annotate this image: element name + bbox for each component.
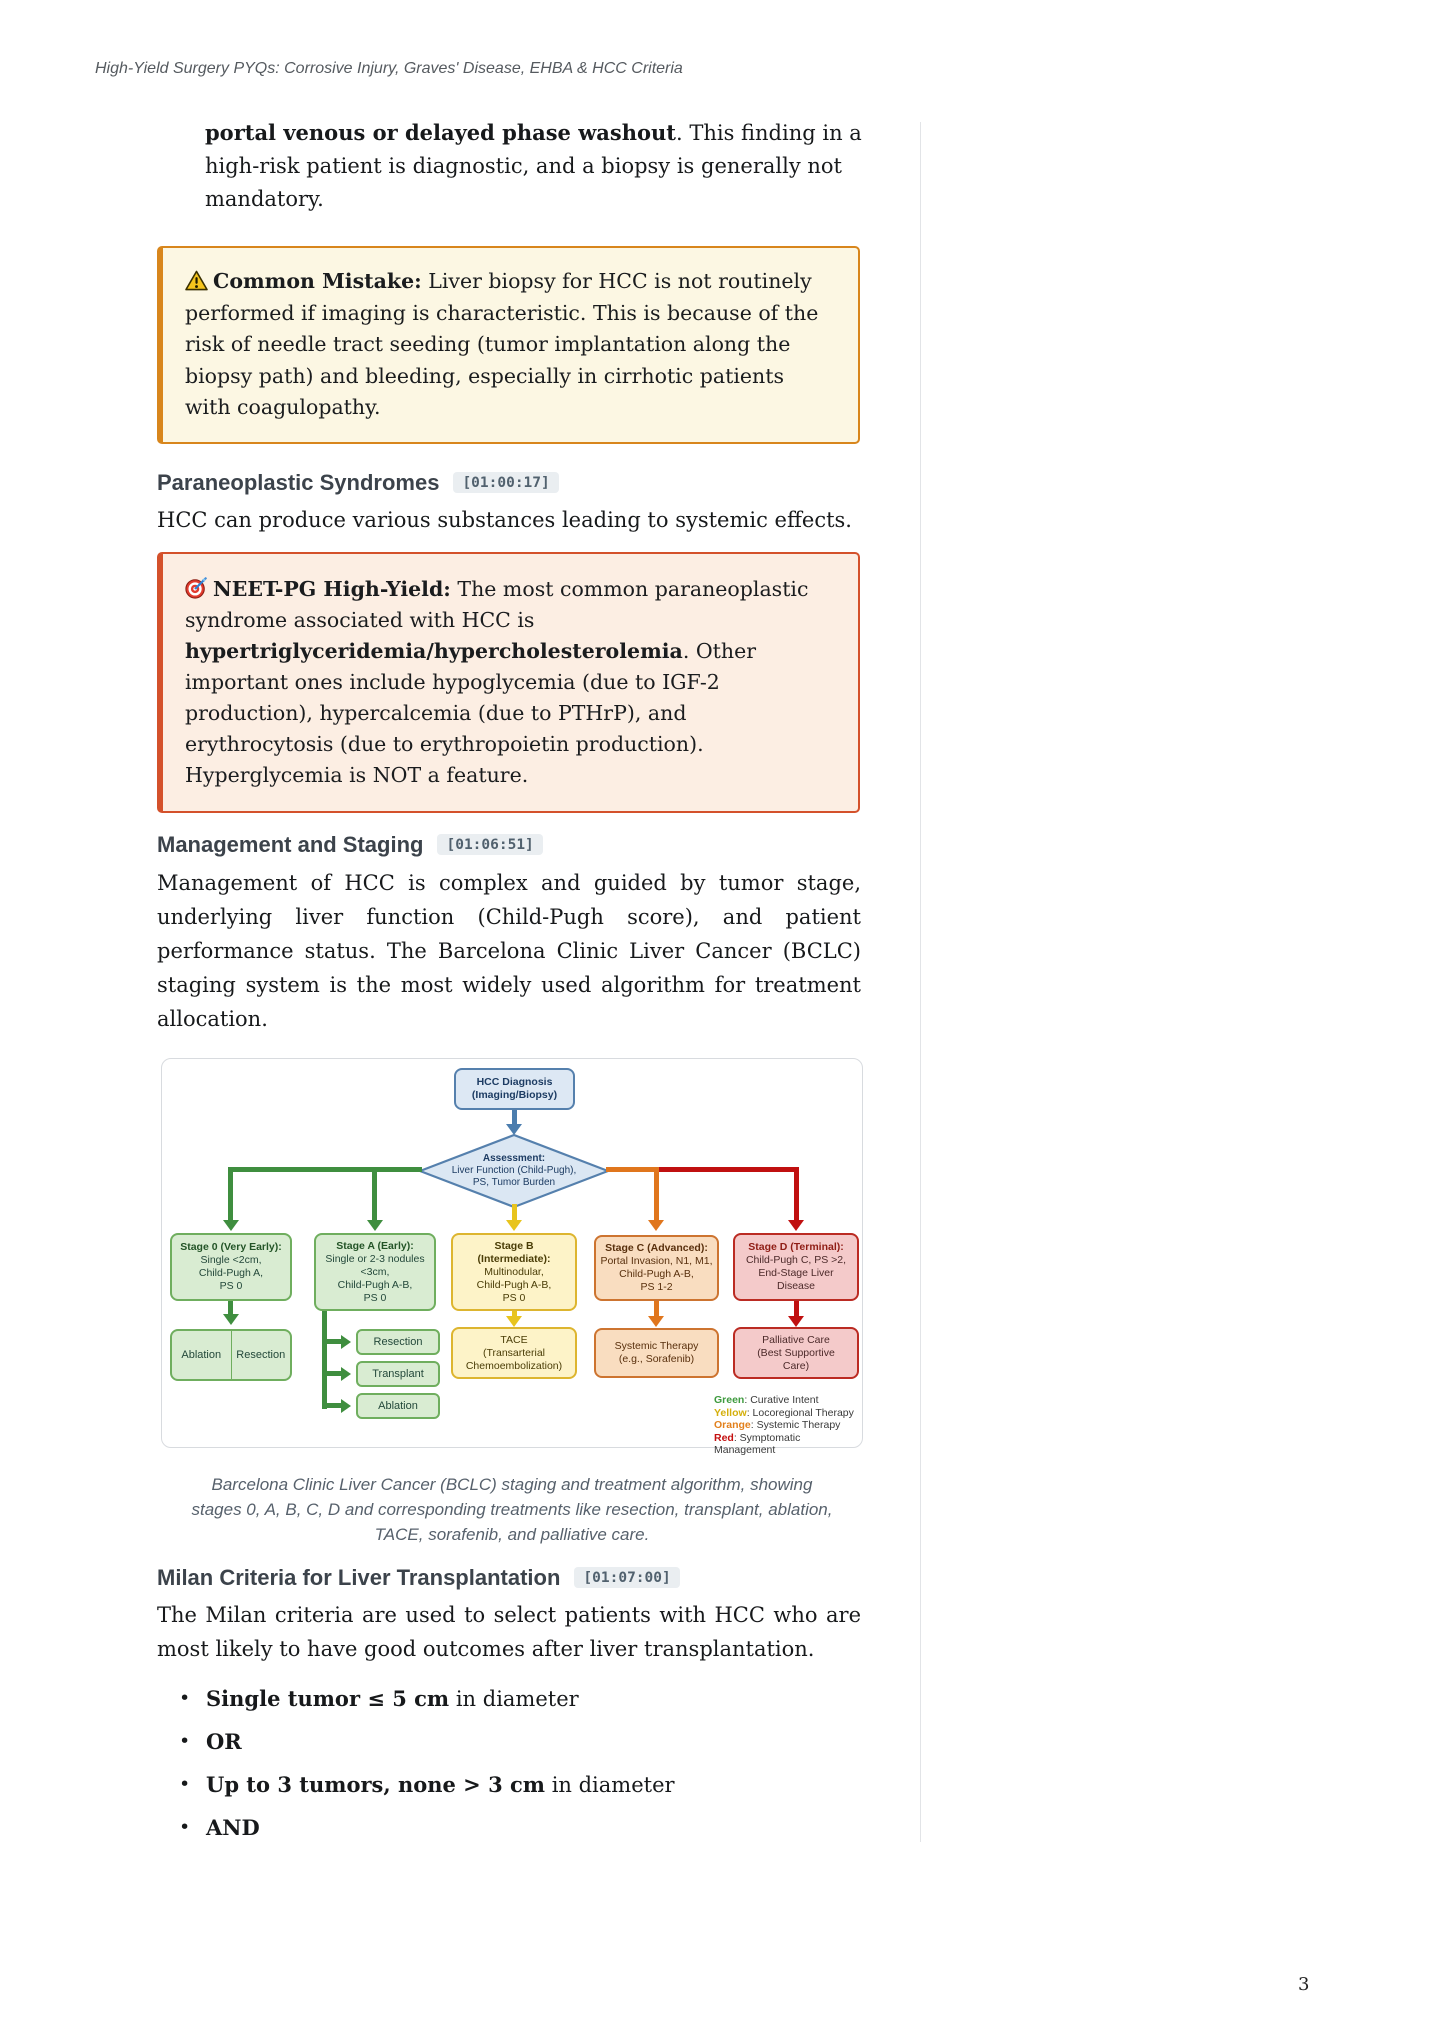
bullet-text — [206, 1811, 260, 1845]
bullet-text — [206, 1725, 242, 1759]
paraneoplastic-body: HCC can produce various substances leading to systemic effects. — [157, 508, 852, 532]
legend-desc: : Locoregional Therapy — [746, 1406, 854, 1419]
stage-line: PS 1-2 — [640, 1281, 673, 1293]
branch-line-orange — [606, 1167, 659, 1172]
bullet-marker: • — [179, 1730, 191, 1752]
arrow-head — [223, 1220, 239, 1231]
bullet-bold: OR — [206, 1729, 242, 1754]
bullet-rest: in diameter — [545, 1773, 675, 1797]
milan-bullets — [179, 1682, 839, 1854]
treatment-label: (Best Supportive — [757, 1346, 835, 1359]
section-title: Paraneoplastic Syndromes — [157, 470, 440, 495]
node-line: Liver Function (Child-Pugh), — [451, 1165, 577, 1176]
arrow-head — [367, 1220, 383, 1231]
legend-term: Green — [714, 1394, 745, 1406]
legend-item — [714, 1394, 862, 1407]
branch-drop-stage0 — [228, 1167, 233, 1221]
bullet-marker: • — [179, 1773, 191, 1795]
treatment-label: Transplant — [372, 1367, 424, 1380]
mistake-label: Common Mistake: — [213, 269, 422, 293]
stageA-treatment-transplant — [356, 1361, 440, 1387]
assessment-diamond-text — [420, 1135, 608, 1207]
stage-line: Child-Pugh A-B, — [337, 1278, 413, 1291]
bullet-marker: • — [179, 1816, 191, 1838]
treatment-cell-ablation: Ablation — [181, 1349, 222, 1361]
legend-term: Yellow — [714, 1406, 747, 1419]
stageC-treatment-systemic — [594, 1328, 719, 1378]
node-line: (Imaging/Biopsy) — [471, 1089, 558, 1101]
branch-drop-stageB — [512, 1204, 517, 1221]
stage-d-box — [733, 1233, 859, 1301]
bullet-bold: AND — [206, 1815, 260, 1840]
legend-item — [714, 1432, 862, 1457]
stage-line: Child-Pugh C, PS >2, — [745, 1254, 847, 1266]
legend-term: Orange — [714, 1419, 751, 1431]
stage-title: Stage B (Intermediate): — [477, 1239, 551, 1265]
legend-desc: : Symptomatic Management — [714, 1431, 801, 1456]
stageA-tree-line — [322, 1311, 327, 1409]
treatment-label: TACE — [500, 1333, 528, 1346]
timestamp-badge[interactable]: [01:07:00] — [574, 1567, 679, 1588]
intro-bold: portal venous or delayed phase washout — [205, 120, 676, 145]
bullet-item — [179, 1725, 839, 1759]
treatment-label: (Transarterial — [482, 1346, 546, 1359]
target-icon — [185, 577, 208, 598]
stage-line: Single <2cm, — [200, 1254, 262, 1266]
bullet-item — [179, 1768, 839, 1802]
bullet-bold: Single tumor ≤ 5 cm — [206, 1686, 450, 1711]
stage-line: Disease — [777, 1280, 815, 1292]
stage-line: Child-Pugh A, — [198, 1267, 264, 1279]
timestamp-badge[interactable]: [01:00:17] — [453, 472, 558, 493]
arrow-head — [648, 1220, 664, 1231]
mistake-text: Liver biopsy for HCC is not routinely performed if imaging is characteristic. This is because of the risk of needle tract seeding (tumor implantation along the biopsy path) and bleeding, especially in cirrhotic patients with coagulopathy. — [185, 269, 819, 419]
arrow-head — [788, 1316, 804, 1327]
arrow-line — [327, 1403, 341, 1408]
arrow-line — [327, 1371, 341, 1376]
section-title: Management and Staging — [157, 832, 424, 857]
stage-line: End-Stage Liver — [758, 1267, 834, 1279]
arrow-head — [341, 1399, 351, 1413]
stage-title: Stage C (Advanced): — [605, 1242, 708, 1254]
intro-paragraph — [205, 116, 863, 216]
legend-desc: : Curative Intent — [744, 1394, 819, 1406]
treatment-label: Palliative Care — [762, 1333, 830, 1346]
flowchart-legend — [714, 1394, 862, 1457]
section-heading-management — [157, 832, 543, 858]
management-body: Management of HCC is complex and guided by tumor stage, underlying liver function (Child-Pugh score), and patient performance status. The Barcelona Clinic Liver Cancer (BCLC) staging system is the most widely used algorithm for treatment allocation. — [157, 871, 861, 1031]
stageA-treatment-ablation — [356, 1393, 440, 1419]
bullet-text — [206, 1682, 579, 1716]
legend-desc: : Systemic Therapy — [750, 1419, 841, 1431]
branch-line-red — [659, 1167, 799, 1172]
stage-title: Stage D (Terminal): — [748, 1241, 844, 1253]
arrow-head — [341, 1367, 351, 1381]
treatment-label: Chemoembolization) — [465, 1359, 563, 1372]
intro-rest: . This finding in a high-risk patient is diagnostic, and a biopsy is generally not mandatory. — [205, 121, 862, 211]
arrow-head — [341, 1335, 351, 1349]
bullet-item — [179, 1811, 839, 1845]
stage-line: <3cm, — [360, 1265, 390, 1278]
highyield-callout — [157, 552, 860, 813]
arrow-line — [327, 1339, 341, 1344]
stage-0-box — [170, 1233, 292, 1301]
common-mistake-callout — [157, 246, 860, 444]
treatment-cell-resection: Resection — [231, 1331, 291, 1379]
stage-line: Multinodular, — [484, 1265, 544, 1278]
legend-term: Red — [714, 1431, 734, 1444]
figure-caption: Barcelona Clinic Liver Cancer (BCLC) staging and treatment algorithm, showing stages 0, A, B, C, D and corresponding treatments like resection, transplant, ablation, TACE, sorafenib, and palliative care. — [191, 1475, 833, 1544]
arrow-head — [506, 1220, 522, 1231]
column-divider — [920, 122, 921, 1842]
arrow-line — [228, 1301, 233, 1315]
branch-drop-stageD — [794, 1167, 799, 1221]
node-line: PS, Tumor Burden — [472, 1177, 556, 1188]
stage-title: Stage A (Early): — [336, 1239, 414, 1252]
section-title: Milan Criteria for Liver Transplantation — [157, 1565, 561, 1590]
arrow-head — [223, 1314, 239, 1325]
warning-triangle-icon — [185, 269, 208, 290]
highyield-label: NEET-PG High-Yield: — [213, 577, 451, 601]
stage-title: Stage 0 (Very Early): — [180, 1241, 282, 1253]
highyield-text-after: . Other important ones include hypoglycemia (due to IGF-2 production), hypercalcemia (due to PTHrP), and erythrocytosis (due to erythropoietin production). Hyperglycemia is NOT a feature. — [185, 639, 757, 787]
arrow-head — [788, 1220, 804, 1231]
stage-line: Child-Pugh A-B, — [476, 1278, 552, 1291]
branch-line-green — [228, 1167, 422, 1172]
treatment-label: Care) — [782, 1359, 810, 1372]
stage-c-box — [594, 1235, 719, 1301]
stage-line: PS 0 — [219, 1280, 243, 1292]
legend-item — [714, 1407, 862, 1420]
bullet-item — [179, 1682, 839, 1716]
milan-body: The Milan criteria are used to select patients with HCC who are most likely to have good outcomes after liver transplantation. — [157, 1603, 861, 1661]
stage-a-box — [314, 1233, 436, 1311]
treatment-label: (e.g., Sorafenib) — [618, 1353, 695, 1365]
section-heading-milan — [157, 1565, 680, 1591]
arrow-line — [654, 1301, 659, 1317]
bullet-text — [206, 1768, 675, 1802]
bullet-bold: Up to 3 tumors, none > 3 cm — [206, 1772, 546, 1797]
stage-line: PS 0 — [502, 1291, 526, 1304]
node-line: HCC Diagnosis — [476, 1076, 553, 1088]
stageB-treatment-tace — [451, 1327, 577, 1379]
bullet-marker: • — [179, 1687, 191, 1709]
section-heading-paraneoplastic — [157, 470, 559, 496]
bclc-flowchart — [161, 1058, 863, 1456]
legend-item — [714, 1419, 862, 1432]
stage-line: Single or 2-3 nodules — [325, 1252, 425, 1265]
arrow-head — [506, 1316, 522, 1327]
stage-line: Child-Pugh A-B, — [619, 1268, 694, 1280]
stageA-treatment-resection — [356, 1329, 440, 1355]
page-header: High-Yield Surgery PYQs: Corrosive Injury, Graves' Disease, EHBA & HCC Criteria — [95, 60, 683, 77]
stageD-treatment-palliative — [733, 1327, 859, 1379]
highyield-text-before: The most common paraneoplastic syndrome associated with HCC is — [185, 577, 809, 632]
treatment-label: Resection — [373, 1335, 423, 1348]
bullet-rest: in diameter — [449, 1687, 579, 1711]
arrow-head — [648, 1316, 664, 1327]
treatment-label: Systemic Therapy — [614, 1340, 699, 1352]
stage-line: Portal Invasion, N1, M1, — [600, 1255, 713, 1267]
highyield-bold-term: hypertriglyceridemia/hypercholesterolemia — [185, 639, 683, 663]
branch-drop-stageA — [372, 1167, 377, 1221]
stage-b-box — [451, 1233, 577, 1311]
hcc-diagnosis-node — [454, 1068, 575, 1110]
arrow-line — [794, 1301, 799, 1317]
stage0-treatment-box — [170, 1329, 292, 1381]
branch-drop-stageC — [654, 1167, 659, 1221]
treatment-label: Ablation — [378, 1399, 418, 1412]
stage-line: PS 0 — [363, 1291, 387, 1304]
page-number: 3 — [1298, 1974, 1310, 1995]
timestamp-badge[interactable]: [01:06:51] — [437, 834, 542, 855]
node-line: Assessment: — [482, 1153, 546, 1164]
